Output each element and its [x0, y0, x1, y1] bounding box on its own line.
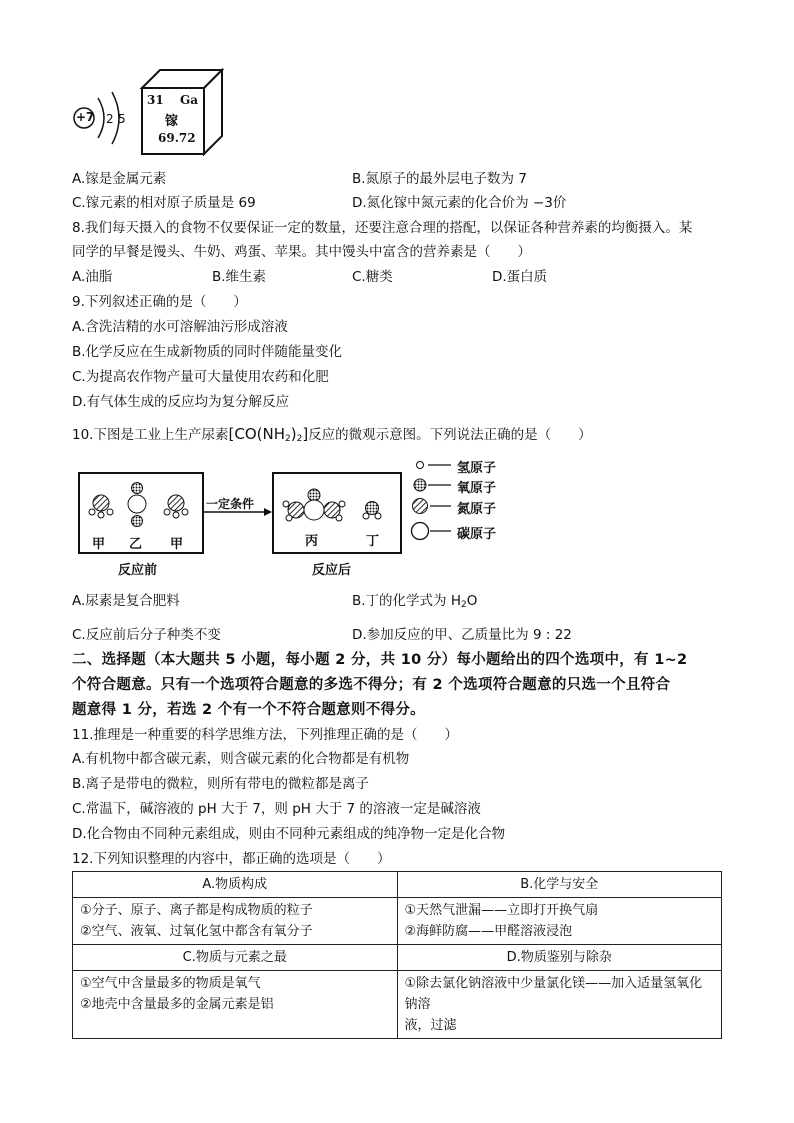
q10-option-d[interactable]: D.参加反应的甲、乙质量比为 9 : 22 [352, 627, 572, 643]
element-symbol: Ga [180, 93, 199, 107]
q11-option-b[interactable]: B.离子是带电的微粒，则所有带电的微粒都是离子 [72, 776, 370, 792]
q11-stem: 11.推理是一种重要的科学思维方法，下列推理正确的是（ ） [72, 727, 458, 743]
atomic-number: 31 [147, 93, 164, 107]
atomic-mass: 69.72 [158, 131, 196, 145]
nucleus-charge: +7 [76, 110, 95, 124]
q12-b-item-2: ②海鲜防腐——甲醛溶液浸泡 [404, 924, 573, 939]
shell-2-electrons: 5 [118, 112, 126, 126]
q12-d-item-2: 液，过滤 [404, 1018, 457, 1033]
q12-c-item-2: ②地壳中含量最多的金属元素是铝 [80, 997, 274, 1012]
section2-line3: 题意得 1 分，若选 2 个有一个不符合题意则不得分。 [72, 702, 425, 718]
q12-option-b-header[interactable]: B.化学与安全 [397, 872, 722, 898]
q7-option-d[interactable]: D.氮化镓中氮元素的化合价为 −3价 [352, 195, 567, 211]
q9-option-d[interactable]: D.有气体生成的反应均为复分解反应 [72, 394, 290, 410]
q10-option-c[interactable]: C.反应前后分子种类不变 [72, 627, 221, 643]
molecule-water [363, 502, 381, 520]
legend-carbon-icon [412, 523, 452, 540]
q10-stem-post: 反应的微观示意图。下列说法正确的是（ ） [308, 427, 592, 443]
urea-formula-close: ) [290, 425, 297, 443]
label-before: 反应前 [118, 563, 158, 578]
label-after: 反应后 [312, 563, 352, 578]
label-ding: 丁 [366, 534, 380, 549]
urea-formula: $[CO(NH_2)_2]$ [228, 425, 309, 444]
q9-option-a[interactable]: A.含洗洁精的水可溶解油污形成溶液 [72, 319, 288, 335]
q10-stem-pre: 10.下图是工业上生产尿素 [72, 427, 229, 443]
q12-option-a-header[interactable]: A.物质构成 [73, 872, 398, 898]
q12-c-item-1: ①空气中含量最多的物质是氧气 [80, 976, 261, 991]
label-bing: 丙 [305, 534, 319, 549]
label-jia-right: 甲 [170, 537, 184, 552]
q10-option-b-sub: 2 [461, 600, 467, 610]
q8-option-a[interactable]: A.油脂 [72, 269, 113, 285]
q9-option-c[interactable]: C.为提高农作物产量可大量使用农药和化肥 [72, 369, 329, 385]
q11-option-d[interactable]: D.化合物由不同种元素组成，则由不同种元素组成的纯净物一定是化合物 [72, 826, 506, 842]
q8-option-c[interactable]: C.糖类 [352, 269, 393, 285]
label-jia-left: 甲 [92, 537, 106, 552]
legend-oxygen-icon [414, 479, 451, 491]
q8-option-d[interactable]: D.蛋白质 [492, 269, 548, 285]
q12-a-item-2: ②空气、液氧、过氧化氢中都含有氧分子 [80, 924, 313, 939]
q9-option-b[interactable]: B.化学反应在生成新物质的同时伴随能量变化 [72, 344, 343, 360]
q12-option-c-header[interactable]: C.物质与元素之最 [73, 945, 398, 971]
label-yi: 乙 [129, 537, 143, 552]
urea-formula-sub-a: 2 [284, 434, 291, 444]
element-name: 镓 [165, 114, 179, 129]
q8-stem-line1: 8.我们每天摄入的食物不仅要保证一定的数量，还要注意合理的搭配，以保证各种营养素的均衡摄入。某 [72, 220, 693, 236]
molecule-urea [283, 489, 345, 521]
q8-option-b[interactable]: B.维生素 [212, 269, 267, 285]
q10-option-b-pre: B.丁的化学式为 H [352, 593, 461, 609]
q9-stem: 9.下列叙述正确的是（ ） [72, 294, 247, 310]
q10-option-b-post: O [466, 593, 478, 609]
legend-nitrogen-icon [413, 499, 452, 514]
q7-option-a[interactable]: A.镓是金属元素 [72, 171, 167, 187]
section2-line1: 二、选择题（本大题共 5 小题，每小题 2 分，共 10 分）每小题给出的四个选项中，有 1~2 [72, 652, 688, 668]
urea-formula-co: CO(NH [234, 425, 285, 443]
q12-option-a-content [73, 898, 398, 945]
molecule-nh3-left [89, 495, 113, 518]
reaction-condition: 一定条件 [206, 497, 255, 511]
urea-formula-sub-b: 2 [296, 434, 303, 444]
q11-option-c[interactable]: C.常温下，碱溶液的 pH 大于 7，则 pH 大于 7 的溶液一定是碱溶液 [72, 801, 481, 817]
section2-line2: 个符合题意。只有一个选项符合题意的多选不得分；有 2 个选项符合题意的只选一个且符合 [72, 677, 671, 693]
q12-d-item-1: ①除去氯化钠溶液中少量氯化镁——加入适量氢氧化钠溶 [404, 976, 703, 1012]
q7-option-c[interactable]: C.镓元素的相对原子质量是 69 [72, 195, 256, 211]
q12-stem: 12.下列知识整理的内容中，都正确的选项是（ ） [72, 851, 391, 867]
q12-option-d-header[interactable]: D.物质鉴别与除杂 [397, 945, 722, 971]
molecule-nh3-right [164, 495, 188, 518]
q12-b-item-1: ①天然气泄漏——立即打开换气扇 [404, 903, 599, 918]
q11-option-a[interactable]: A.有机物中都含碳元素，则含碳元素的化合物都是有机物 [72, 751, 410, 767]
q7-option-b[interactable]: B.氮原子的最外层电子数为 7 [352, 171, 527, 187]
legend-nitrogen-label: 氮原子 [457, 502, 497, 517]
q8-stem-line2: 同学的早餐是馒头、牛奶、鸡蛋、苹果。其中馒头中富含的营养素是（ ） [72, 244, 531, 260]
molecule-co2 [128, 483, 146, 527]
legend-hydrogen-icon [417, 462, 452, 469]
q12-a-item-1: ①分子、原子、离子都是构成物质的粒子 [80, 903, 313, 918]
shell-1-electrons: 2 [106, 112, 114, 126]
q10-option-b[interactable] [352, 592, 477, 614]
q12-option-c-content [73, 971, 398, 1039]
q12-option-d-content [397, 971, 722, 1039]
legend-hydrogen-label: 氢原子 [457, 461, 497, 476]
q10-option-a[interactable]: A.尿素是复合肥料 [72, 593, 180, 609]
legend-oxygen-label: 氧原子 [457, 481, 497, 496]
q12-option-b-content [397, 898, 722, 945]
legend-carbon-label: 碳原子 [457, 527, 497, 542]
q12-knowledge-table [72, 871, 722, 1039]
